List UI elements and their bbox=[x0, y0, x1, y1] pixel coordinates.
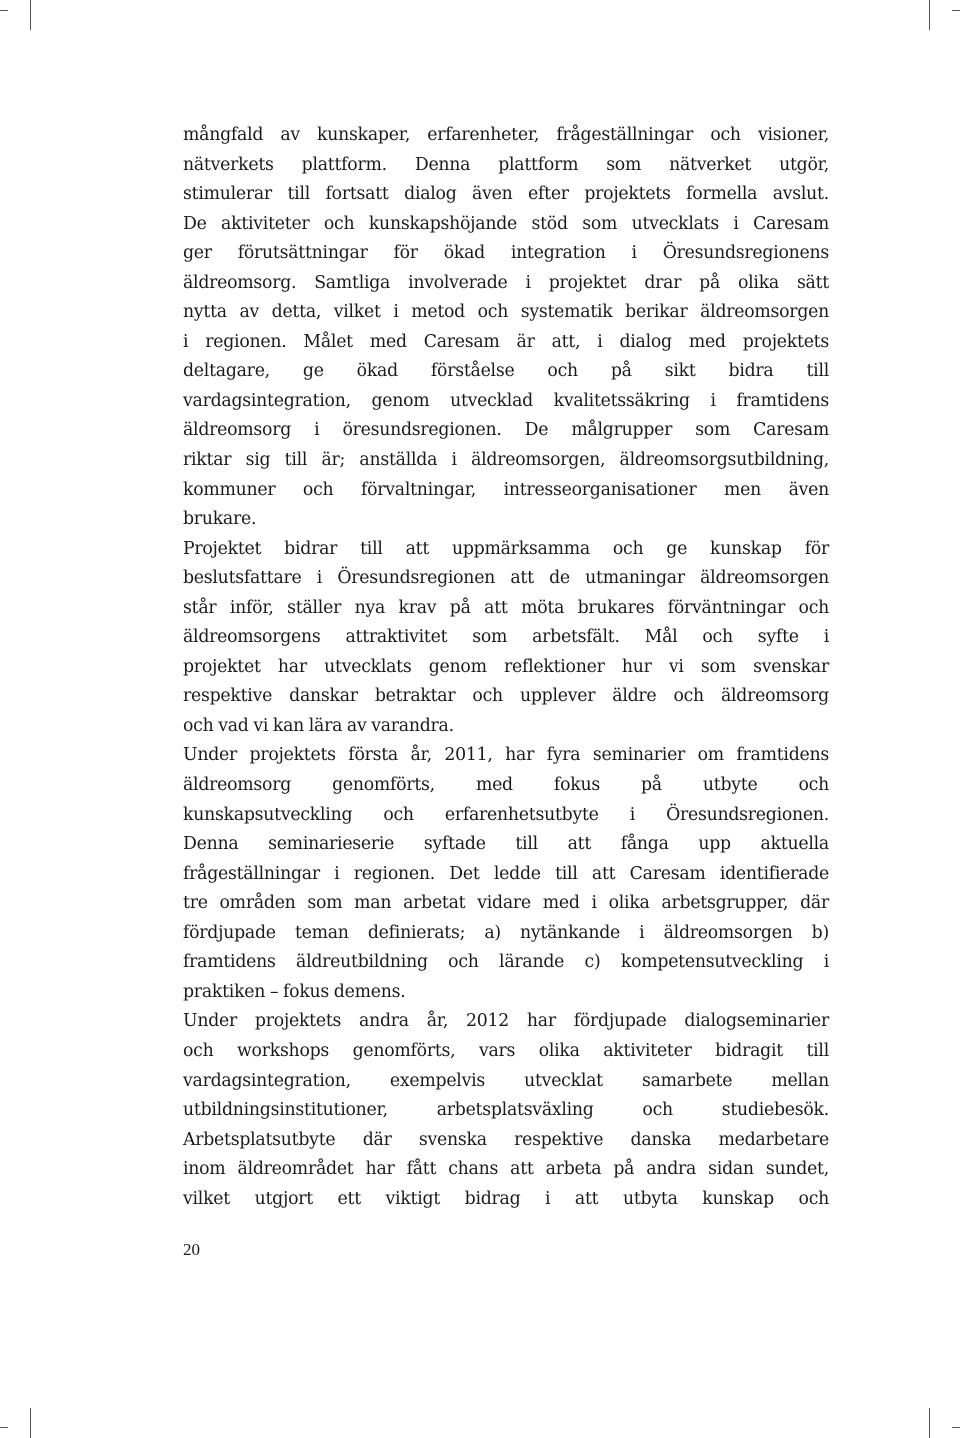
text-line: framtidens äldreutbildning och lärande c) kompetensutveckling i bbox=[183, 952, 829, 973]
text-line: projektet har utvecklats genom reflektioner hur vi som svenskar bbox=[183, 656, 829, 677]
text-line: riktar sig till är; anställda i äldreomsorgen, äldreomsorgsutbildning, bbox=[183, 450, 829, 471]
body-text bbox=[183, 121, 829, 1214]
page-number: 20 bbox=[183, 1240, 200, 1259]
text-line: och vad vi kan lära av varandra. bbox=[183, 715, 454, 736]
text-line: äldreomsorg. Samtliga involverade i projektet drar på olika sätt bbox=[183, 272, 829, 293]
text-line: Arbetsplatsutbyte där svenska respektive danska medarbetare bbox=[183, 1129, 829, 1150]
text-line: Under projektets första år, 2011, har fyra seminarier om framtidens bbox=[183, 745, 829, 766]
text-line: respektive danskar betraktar och upplever äldre och äldreomsorg bbox=[183, 686, 829, 707]
text-line: nätverkets plattform. Denna plattform som nätverket utgör, bbox=[183, 154, 829, 175]
crop-mark-top-right-horizontal bbox=[952, 10, 960, 11]
text-line: kommuner och förvaltningar, intresseorganisationer men även bbox=[183, 479, 829, 500]
text-line: vardagsintegration, exempelvis utvecklat samarbete mellan bbox=[183, 1070, 829, 1091]
text-line: De aktiviteter och kunskapshöjande stöd som utvecklats i Caresam bbox=[183, 213, 829, 234]
text-line: brukare. bbox=[183, 509, 257, 530]
text-line: inom äldreområdet har fått chans att arbeta på andra sidan sundet, bbox=[183, 1159, 829, 1180]
text-line: ger förutsättningar för ökad integration i Öresundsregionens bbox=[183, 243, 829, 264]
text-line: mångfald av kunskaper, erfarenheter, frågeställningar och visioner, bbox=[183, 125, 829, 145]
text-line: frågeställningar i regionen. Det ledde till att Caresam identifierade bbox=[183, 863, 829, 884]
text-line: Under projektets andra år, 2012 har fördjupade dialogseminarier bbox=[183, 1011, 829, 1032]
text-line: äldreomsorgens attraktivitet som arbetsfält. Mål och syfte i bbox=[183, 627, 829, 648]
crop-mark-top-left-horizontal bbox=[0, 10, 8, 11]
text-line: beslutsfattare i Öresundsregionen att de utmaningar äldreomsorgen bbox=[183, 568, 829, 589]
text-line: äldreomsorg i öresundsregionen. De målgrupper som Caresam bbox=[183, 420, 829, 441]
text-line: och workshops genomförts, vars olika aktiviteter bidragit till bbox=[183, 1040, 829, 1061]
text-line: i regionen. Målet med Caresam är att, i dialog med projektets bbox=[183, 331, 829, 352]
crop-mark-bottom-right-horizontal bbox=[952, 1427, 960, 1428]
text-line: fördjupade teman definierats; a) nytänkande i äldreomsorgen b) bbox=[183, 922, 829, 943]
text-line: vilket utgjort ett viktigt bidrag i att utbyta kunskap och bbox=[183, 1188, 829, 1209]
text-line: nytta av detta, vilket i metod och systematik berikar äldreomsorgen bbox=[183, 302, 829, 323]
text-line: deltagare, ge ökad förståelse och på sikt bidra till bbox=[183, 361, 829, 382]
text-line: vardagsintegration, genom utvecklad kvalitetssäkring i framtidens bbox=[183, 390, 829, 411]
crop-mark-bottom-left bbox=[8, 1408, 31, 1438]
text-line: utbildningsinstitutioner, arbetsplatsväxling och studiebesök. bbox=[183, 1100, 829, 1121]
crop-mark-top-left bbox=[8, 0, 31, 30]
text-line: står inför, ställer nya krav på att möta brukares förväntningar och bbox=[183, 597, 829, 618]
crop-mark-bottom-right bbox=[929, 1408, 952, 1438]
text-line: stimulerar till fortsatt dialog även efter projektets formella avslut. bbox=[183, 184, 829, 205]
text-line: äldreomsorg genomförts, med fokus på utbyte och bbox=[183, 775, 829, 796]
crop-mark-bottom-left-horizontal bbox=[0, 1427, 8, 1428]
text-line: Projektet bidrar till att uppmärksamma och ge kunskap för bbox=[183, 538, 829, 559]
crop-mark-top-right bbox=[929, 0, 952, 30]
text-line: kunskapsutveckling och erfarenhetsutbyte i Öresundsregionen. bbox=[183, 804, 829, 825]
text-line: tre områden som man arbetat vidare med i olika arbetsgrupper, där bbox=[183, 893, 829, 914]
text-line: praktiken – fokus demens. bbox=[183, 981, 406, 1002]
text-line: Denna seminarieserie syftade till att fånga upp aktuella bbox=[183, 834, 829, 855]
